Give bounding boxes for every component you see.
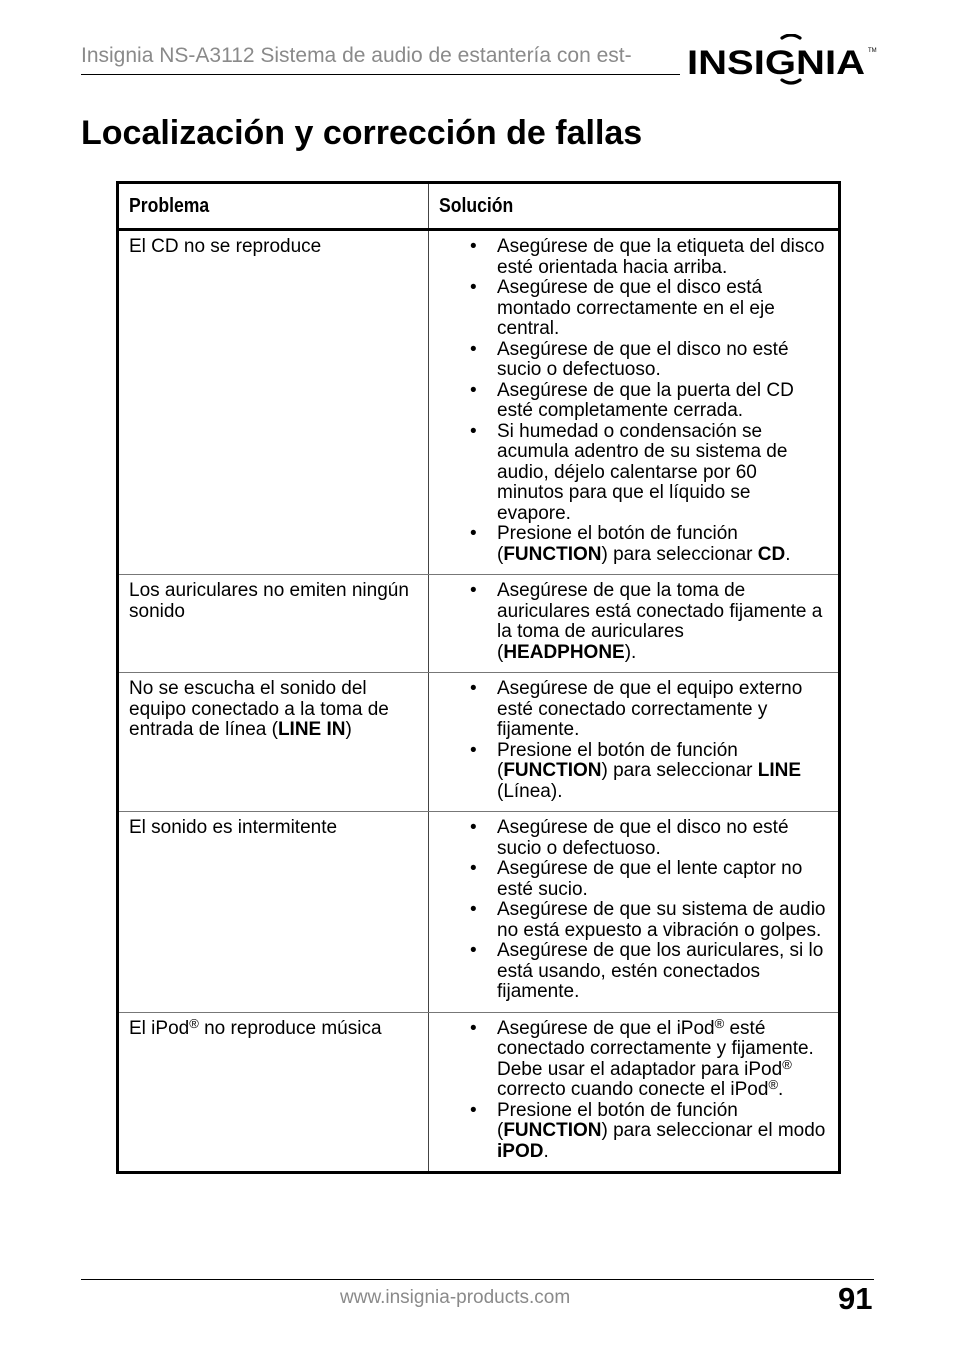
solution-item xyxy=(439,340,828,381)
bold-term: LINE xyxy=(757,760,802,781)
header-rule xyxy=(81,74,680,75)
solution-item xyxy=(439,278,828,340)
text-run: no reproduce música xyxy=(198,1017,382,1039)
solution-item xyxy=(439,237,828,278)
text-run: Asegúrese de que el disco no esté sucio o defectuoso. xyxy=(497,338,789,380)
text-run: . xyxy=(785,543,791,565)
solution-cell xyxy=(429,575,840,673)
text-run: No se escucha el sonido del equipo conectado a la toma de entrada de línea ( xyxy=(129,678,389,740)
footer-url: www.insignia-products.com xyxy=(340,1287,571,1308)
solution-item xyxy=(439,941,828,1003)
registered-mark: ® xyxy=(714,1015,725,1031)
table-row xyxy=(118,812,840,1013)
solution-list xyxy=(439,1015,828,1163)
problem-cell xyxy=(118,673,429,812)
table-row xyxy=(118,230,840,575)
page-title: Localización y corrección de fallas xyxy=(81,114,643,152)
text-run: correcto cuando conecte el iPod xyxy=(497,1079,769,1100)
bold-term: FUNCTION xyxy=(503,543,602,565)
text-run: ) para seleccionar xyxy=(601,760,758,781)
solution-list xyxy=(439,237,828,565)
text-run: esté conectado correctamente y fijamente. Debe usar el adaptador para iPod xyxy=(497,1017,814,1080)
table-header-row xyxy=(118,183,840,230)
column-header-solution: Solución xyxy=(429,183,840,230)
solution-list xyxy=(439,679,828,802)
text-run: Asegúrese de que el equipo externo esté conectado correctamente y fijamente. xyxy=(497,678,803,740)
text-run: ). xyxy=(624,641,637,663)
running-header: Insignia NS-A3112 Sistema de audio de estantería con est- xyxy=(81,44,632,67)
solution-item xyxy=(439,524,828,565)
text-run: Presione el botón de función ( xyxy=(497,523,738,565)
text-run: Asegúrese de que el lente captor no esté sucio. xyxy=(497,858,803,900)
solution-item xyxy=(439,422,828,525)
registered-mark: ® xyxy=(768,1077,779,1092)
problem-cell xyxy=(118,230,429,575)
text-run: ) xyxy=(345,719,352,740)
text-run: Asegúrese de que la etiqueta del disco esté orientada hacia arriba. xyxy=(497,236,825,278)
solution-item xyxy=(439,818,828,859)
text-run: Asegúrese de que los auriculares, si lo está usando, estén conectados fijamente. xyxy=(497,940,824,1002)
solution-item xyxy=(439,679,828,741)
table-row xyxy=(118,1012,840,1173)
footer-rule xyxy=(81,1279,874,1280)
text-run: Asegúrese de que el disco no esté sucio o defectuoso. xyxy=(497,817,789,859)
solution-item xyxy=(439,741,828,803)
solution-list xyxy=(439,818,828,1003)
text-run: . xyxy=(543,1140,549,1162)
problem-cell xyxy=(118,575,429,673)
bold-term: FUNCTION xyxy=(503,1120,602,1141)
text-run: El iPod xyxy=(129,1017,190,1039)
solution-item xyxy=(439,859,828,900)
troubleshooting-table xyxy=(116,181,841,1174)
bold-term: LINE IN xyxy=(277,719,346,740)
table-row xyxy=(118,575,840,673)
text-run: ) para seleccionar xyxy=(601,543,758,565)
bold-term: FUNCTION xyxy=(503,760,602,781)
text-run: ) para seleccionar el modo xyxy=(601,1120,826,1141)
problem-cell xyxy=(118,812,429,1013)
text-run: El CD no se reproduce xyxy=(129,236,322,257)
solution-item xyxy=(439,381,828,422)
text-run: (Línea). xyxy=(497,780,563,802)
solution-item xyxy=(439,1015,828,1101)
text-run: . xyxy=(778,1079,784,1100)
bold-term: HEADPHONE xyxy=(503,641,625,663)
text-run: Asegúrese de que el disco está montado correctamente en el eje central. xyxy=(497,277,775,339)
text-run: Asegúrese de que su sistema de audio no está expuesto a vibración o golpes. xyxy=(497,899,826,941)
solution-cell xyxy=(429,812,840,1013)
text-run: Asegúrese de que la toma de auriculares está conectado fijamente a la toma de auriculares ( xyxy=(497,580,823,663)
insignia-logo xyxy=(686,34,882,86)
text-run: Asegúrese de que el iPod xyxy=(497,1017,715,1039)
registered-mark: ® xyxy=(189,1015,199,1031)
solution-item xyxy=(439,1101,828,1163)
text-run: Presione el botón de función ( xyxy=(497,1099,738,1141)
column-header-problem: Problema xyxy=(118,183,429,230)
solution-item xyxy=(439,581,828,663)
text-run: Presione el botón de función ( xyxy=(497,739,738,781)
solution-list xyxy=(439,581,828,663)
text-run: Si humedad o condensación se acumula adentro de su sistema de audio, déjelo calentarse por 60 minutos para que el líquido se evapore. xyxy=(497,420,788,524)
text-run: El sonido es intermitente xyxy=(129,817,338,838)
page-number: 91 xyxy=(838,1281,873,1316)
bold-term: CD xyxy=(757,543,786,565)
text-run: Los auriculares no emiten ningún sonido xyxy=(129,580,409,622)
solution-item xyxy=(439,900,828,941)
problem-cell xyxy=(118,1012,429,1173)
solution-cell xyxy=(429,673,840,812)
logo-wordmark: INSIGNIA xyxy=(687,44,865,82)
text-run: Asegúrese de que la puerta del CD esté completamente cerrada. xyxy=(497,379,794,421)
registered-mark: ® xyxy=(782,1056,792,1072)
svg-text:TM: TM xyxy=(868,48,877,54)
bold-term: iPOD xyxy=(497,1140,544,1162)
solution-cell xyxy=(429,230,840,575)
solution-cell xyxy=(429,1012,840,1173)
table-row xyxy=(118,673,840,812)
